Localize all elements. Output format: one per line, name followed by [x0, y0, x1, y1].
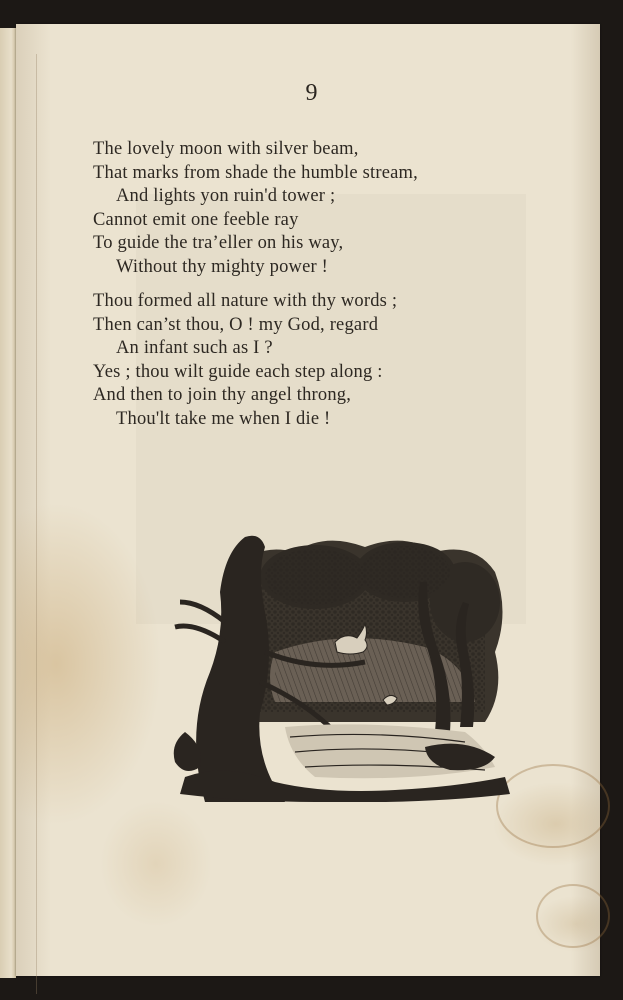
water-stain	[536, 884, 610, 948]
poem-line: That marks from shade the humble stream,	[93, 162, 418, 183]
poem-line: Thou formed all nature with thy words ;	[93, 291, 398, 311]
poem-line: Thou'lt take me when I die !	[116, 408, 331, 429]
poem-line: Cannot emit one feeble ray	[93, 209, 299, 230]
page-number: 9	[305, 80, 318, 106]
poem-line: And then to join thy angel throng,	[93, 385, 352, 405]
poem-line: And lights yon ruin'd tower ;	[116, 186, 336, 206]
poem-line: To guide the tra’eller on his way,	[93, 233, 344, 253]
woodcut-illustration	[165, 532, 515, 802]
stanza-1	[93, 138, 523, 279]
page-fold	[36, 54, 37, 994]
poem-line: An infant such as I ?	[116, 338, 273, 358]
poem-line: Then can’st thou, O ! my God, regard	[93, 314, 379, 335]
poem-line: The lovely moon with silver beam,	[93, 139, 359, 159]
poem-line: Without thy mighty power !	[116, 256, 329, 277]
facing-page-edge	[0, 28, 16, 978]
poem-text	[93, 138, 523, 442]
poem-line: Yes ; thou wilt guide each step along :	[93, 361, 383, 382]
stanza-2	[93, 290, 523, 431]
